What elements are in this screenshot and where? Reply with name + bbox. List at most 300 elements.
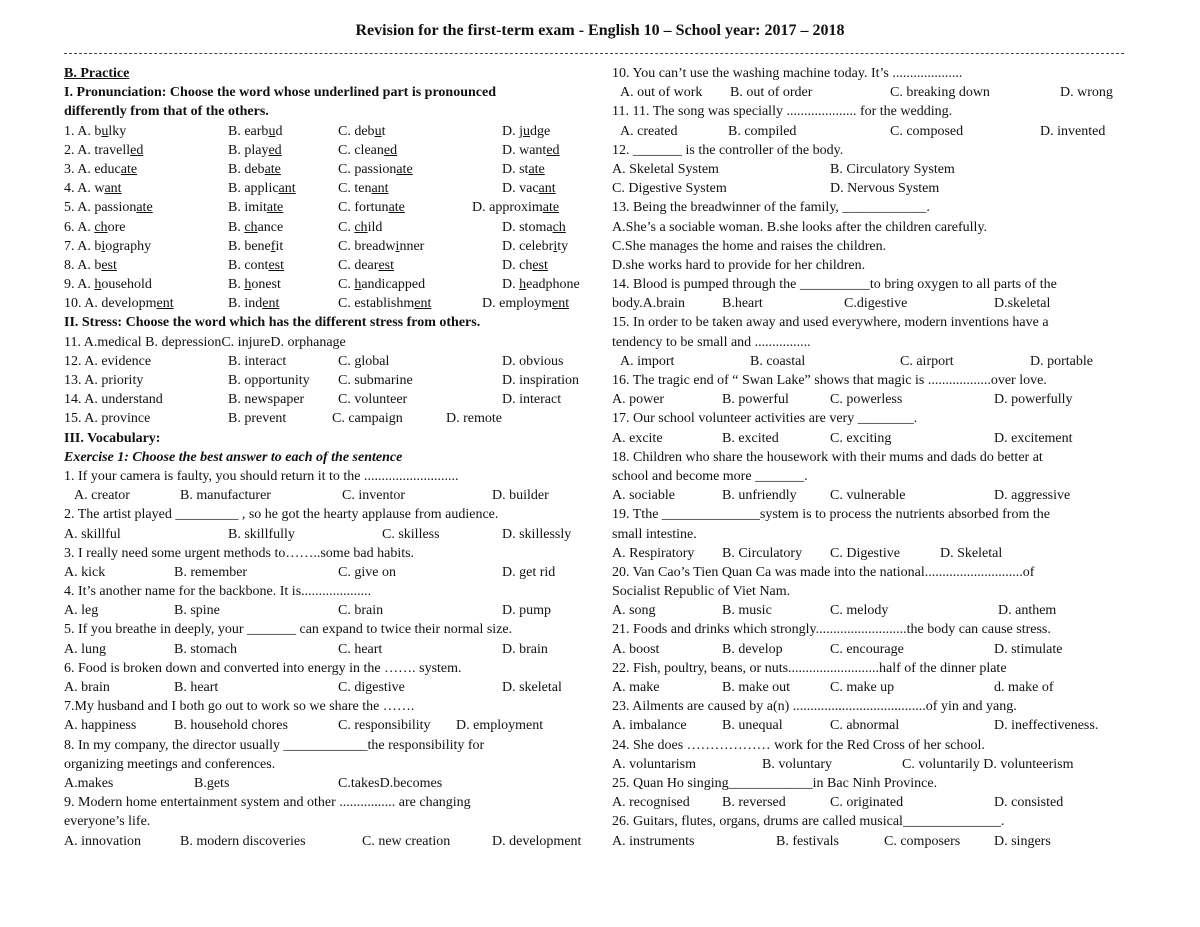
text-line — [612, 141, 1132, 160]
text-line — [612, 601, 1132, 620]
line-segment: D. brain — [502, 641, 548, 657]
text-line — [612, 294, 1132, 313]
underlined-part: h — [244, 277, 252, 293]
line-segment: D. inspiration — [502, 373, 579, 388]
line-segment: D. judge — [502, 123, 551, 139]
line-segment: C. Digestive — [830, 545, 900, 561]
text-line — [64, 83, 600, 102]
line-segment: 11. 11. The song was specially .................... for the wedding. — [612, 104, 953, 120]
underlined-part: ate — [136, 200, 153, 216]
page-title: Revision for the first-term exam - English 10 – School year: 2017 – 2018 — [355, 22, 845, 39]
text-line — [612, 774, 1132, 793]
line-segment: 25. Quan Ho singing____________in Bac Ninh Province. — [612, 775, 938, 791]
underlined-part: ate — [388, 200, 405, 216]
text-line — [612, 333, 1132, 352]
line-segment: 10. A. development — [64, 296, 174, 312]
line-segment: A. recognised — [612, 795, 690, 811]
underlined-part: ate — [396, 161, 413, 177]
line-segment: D. pump — [502, 603, 551, 619]
line-segment: tendency to be small and ................ — [612, 334, 811, 350]
text-line — [64, 793, 600, 812]
line-segment: B. household chores — [174, 718, 288, 734]
line-segment: C. abnormal — [830, 718, 900, 734]
line-segment: B. coastal — [750, 353, 806, 369]
line-segment: B. festivals — [776, 833, 839, 849]
line-segment: C. tenant — [338, 181, 389, 197]
line-segment: C. new creation — [362, 833, 451, 849]
line-segment: A.makes — [64, 775, 114, 791]
line-segment: B. indent — [228, 296, 280, 312]
line-segment: school and become more _______. — [612, 468, 808, 484]
underlined-part: est — [268, 257, 285, 273]
text-line — [612, 659, 1132, 678]
line-segment: A. skillful — [64, 526, 121, 542]
line-segment: 1. A. bulky — [64, 123, 127, 139]
line-segment: 10. You can’t use the washing machine today. It’s .................... — [612, 66, 963, 81]
line-segment: C. responsibility — [338, 718, 431, 734]
text-line — [612, 275, 1132, 294]
line-segment: D. chest — [502, 257, 548, 273]
line-segment: A. Skeletal System — [612, 161, 719, 177]
line-segment: C. volunteer — [338, 392, 408, 408]
underlined-part: i — [101, 238, 106, 254]
line-segment: B. remember — [174, 564, 248, 580]
underlined-part: f — [270, 238, 276, 254]
underlined-part: ant — [104, 181, 122, 197]
line-segment: D. consisted — [994, 795, 1064, 811]
line-segment: A. kick — [64, 564, 106, 580]
line-segment: C. campaign — [332, 411, 403, 427]
text-line — [64, 313, 600, 332]
line-segment: D. singers — [994, 833, 1051, 849]
line-segment: D.she works hard to provide for her children. — [612, 257, 866, 273]
text-line — [612, 198, 1132, 217]
underlined-part: ed — [130, 142, 144, 158]
line-segment: C. inventor — [342, 488, 405, 504]
underlined-part: ch — [94, 219, 108, 235]
underlined-part: u — [268, 123, 276, 139]
line-segment: D. Nervous System — [830, 181, 940, 197]
line-segment: A. happiness — [64, 718, 137, 734]
line-segment: C. dearest — [338, 257, 394, 273]
text-line — [612, 429, 1132, 448]
underlined-part: ch — [354, 219, 368, 235]
line-segment: B. applicant — [228, 181, 296, 197]
underlined-part: h — [94, 277, 102, 293]
text-line — [612, 525, 1132, 544]
line-segment: 14. A. understand — [64, 392, 163, 408]
line-segment: D. headphone — [502, 277, 580, 293]
text-line — [612, 832, 1132, 851]
line-segment: D. get rid — [502, 564, 556, 580]
text-line — [64, 716, 600, 735]
line-segment: D. stimulate — [994, 641, 1063, 657]
line-segment: A. Respiratory — [612, 545, 695, 561]
line-segment: B. Practice — [64, 66, 130, 81]
line-segment: 18. Children who share the housework with their mums and dads do better at — [612, 449, 1043, 465]
line-segment: 2. A. travelled — [64, 142, 144, 158]
line-segment: C. debut — [338, 123, 386, 139]
line-segment: 8. A. best — [64, 257, 117, 273]
line-segment: D. development — [492, 833, 582, 849]
text-line — [64, 812, 600, 831]
underlined-part: u — [101, 123, 109, 139]
line-segment: C. brain — [338, 603, 384, 619]
line-segment: D. employment — [456, 718, 544, 734]
line-segment: B. stomach — [174, 641, 237, 657]
text-line — [64, 697, 600, 716]
text-line — [612, 179, 1132, 198]
line-segment: 20. Van Cao’s Tien Quan Ca was made into the national............................of — [612, 564, 1035, 580]
underlined-part: ate — [542, 200, 560, 216]
text-line — [64, 601, 600, 620]
line-segment: D. approximate — [472, 200, 560, 216]
left-column — [64, 64, 600, 851]
text-line — [64, 141, 600, 160]
text-line — [64, 333, 600, 352]
text-line — [64, 832, 600, 851]
text-line — [64, 640, 600, 659]
line-segment: 13. A. priority — [64, 373, 144, 388]
line-segment: C. voluntarily D. volunteerism — [902, 756, 1074, 772]
text-line — [64, 467, 600, 486]
line-segment: D. invented — [1040, 123, 1106, 139]
line-segment: 3. A. educate — [64, 161, 138, 177]
line-segment: 4. A. want — [64, 181, 122, 197]
underlined-part: h — [354, 277, 362, 293]
text-line — [64, 544, 600, 563]
line-segment: C. composers — [884, 833, 961, 849]
underlined-part: ent — [552, 296, 570, 312]
line-segment: C. digestive — [338, 680, 405, 695]
text-line — [64, 659, 600, 678]
line-segment: 15. In order to be taken away and used everywhere, modern inventions have a — [612, 315, 1049, 331]
text-line — [612, 160, 1132, 179]
line-segment: A.She’s a sociable woman. B.she looks after the children carefully. — [612, 219, 988, 235]
text-line — [64, 179, 600, 198]
line-segment: B. compiled — [728, 123, 797, 139]
line-segment: C.takesD.becomes — [338, 775, 443, 791]
text-line — [64, 294, 600, 313]
text-line — [64, 755, 600, 774]
line-segment: 8. In my company, the director usually ____________the responsibility for — [64, 737, 485, 753]
line-segment: D. remote — [446, 411, 502, 427]
line-segment: B. develop — [722, 641, 783, 657]
line-segment: B. contest — [228, 257, 285, 273]
line-segment: C. global — [338, 353, 390, 369]
line-segment: D. powerfully — [994, 392, 1073, 408]
text-line — [612, 371, 1132, 390]
text-line — [612, 755, 1132, 774]
text-line — [612, 544, 1132, 563]
text-line — [64, 237, 600, 256]
line-segment: 15. A. province — [64, 411, 151, 427]
line-segment: 14. Blood is pumped through the __________to bring oxygen to all parts of the — [612, 277, 1057, 293]
text-line — [612, 448, 1132, 467]
text-line — [64, 64, 600, 83]
text-line — [612, 582, 1132, 601]
line-segment: D. excitement — [994, 430, 1073, 446]
line-segment: 22. Fish, poultry, beans, or nuts..........................half of the dinner plate — [612, 660, 1007, 676]
line-segment: A. created — [620, 123, 678, 139]
line-segment: A. imbalance — [612, 718, 687, 734]
text-line — [612, 505, 1132, 524]
text-line — [64, 160, 600, 179]
line-segment: B. debate — [228, 161, 281, 177]
line-segment: D. skillessly — [502, 526, 572, 542]
line-segment: A. excite — [612, 430, 663, 446]
line-segment: B. earbud — [228, 123, 283, 139]
text-line — [64, 275, 600, 294]
text-line — [64, 198, 600, 217]
line-segment: D. obvious — [502, 353, 564, 369]
line-segment: D. employment — [482, 296, 570, 312]
text-line — [612, 313, 1132, 332]
line-segment: 17. Our school volunteer activities are very ________. — [612, 411, 918, 427]
text-line — [64, 736, 600, 755]
text-line — [612, 678, 1132, 697]
line-segment: C. make up — [830, 680, 895, 695]
line-segment: D. ineffectiveness. — [994, 718, 1099, 734]
underlined-part: ed — [268, 142, 282, 158]
text-line — [612, 237, 1132, 256]
line-segment: 2. The artist played _________ , so he got the hearty applause from audience. — [64, 507, 499, 523]
line-segment: 12. _______ is the controller of the body. — [612, 142, 844, 158]
line-segment: d. make of — [994, 680, 1054, 695]
text-line — [64, 429, 600, 448]
text-line — [612, 352, 1132, 371]
text-line — [612, 83, 1132, 102]
line-segment: C. vulnerable — [830, 488, 906, 504]
line-segment: B. music — [722, 603, 772, 619]
line-segment: 12. A. evidence — [64, 353, 152, 369]
line-segment: B. Circulatory — [722, 545, 803, 561]
line-segment: C. encourage — [830, 641, 904, 657]
text-line — [64, 371, 600, 390]
line-segment: C. give on — [338, 564, 396, 580]
underlined-part: u — [374, 123, 382, 139]
line-segment: A. creator — [74, 488, 130, 504]
line-segment: C. Digestive System — [612, 181, 727, 197]
line-segment: D. wrong — [1060, 85, 1113, 101]
line-segment: 4. It’s another name for the backbone. It is.................... — [64, 584, 372, 600]
underlined-part: ent — [414, 296, 432, 312]
line-segment: 24. She does ……………… work for the Red Cross of her school. — [612, 737, 985, 753]
line-segment: 13. Being the breadwinner of the family, ____________. — [612, 200, 930, 216]
text-line — [612, 640, 1132, 659]
line-segment: B.heart — [722, 296, 763, 312]
line-segment: C. child — [338, 219, 383, 235]
underlined-part: ent — [156, 296, 174, 312]
underlined-part: u — [523, 123, 530, 139]
line-segment: B. unfriendly — [722, 488, 797, 504]
line-segment: 5. If you breathe in deeply, your _______ can expand to twice their normal size. — [64, 622, 513, 638]
text-line — [64, 409, 600, 428]
line-segment: D. stomach — [502, 219, 566, 235]
line-segment: II. Stress: Choose the word which has the different stress from others. — [64, 315, 481, 331]
line-segment: B. powerful — [722, 392, 789, 408]
line-segment: B. chance — [228, 219, 284, 235]
line-segment: C.digestive — [844, 296, 908, 312]
text-line — [64, 525, 600, 544]
text-line — [64, 256, 600, 275]
text-line — [64, 218, 600, 237]
text-line — [612, 620, 1132, 639]
line-segment: B. manufacturer — [180, 488, 271, 504]
underlined-part: est — [101, 257, 117, 273]
line-segment: D. vacant — [502, 181, 556, 197]
underlined-part: ate — [528, 161, 545, 177]
line-segment: C. fortunate — [338, 200, 405, 216]
line-segment: small intestine. — [612, 526, 697, 542]
underlined-part: i — [395, 238, 400, 254]
line-segment: C.She manages the home and raises the children. — [612, 238, 887, 254]
line-segment: A. import — [620, 353, 675, 369]
text-line — [64, 486, 600, 505]
text-line — [612, 409, 1132, 428]
line-segment: differently from that of the others. — [64, 104, 269, 120]
line-segment: B. imitate — [228, 200, 284, 216]
line-segment: D. portable — [1030, 353, 1093, 369]
text-line — [64, 448, 600, 467]
line-segment: everyone’s life. — [64, 814, 151, 830]
line-segment: D. Skeletal — [940, 545, 1003, 561]
line-segment: 19. Tthe ______________system is to process the nutrients absorbed from the — [612, 507, 1050, 523]
line-segment: B.gets — [194, 775, 230, 791]
line-segment: B. out of order — [730, 85, 813, 101]
line-segment: D. skeletal — [502, 680, 562, 695]
line-segment: 5. A. passionate — [64, 200, 153, 216]
underlined-part: ate — [264, 161, 281, 177]
line-segment: 9. A. household — [64, 277, 152, 293]
line-segment: B. honest — [228, 277, 281, 293]
line-segment: C. skilless — [382, 526, 440, 542]
line-segment: B. benefit — [228, 238, 284, 254]
text-line — [612, 122, 1132, 141]
line-segment: C. breadwinner — [338, 238, 425, 254]
line-segment: 3. I really need some urgent methods to……..some bad habits. — [64, 545, 415, 561]
line-segment: A. power — [612, 392, 665, 408]
line-segment: B. Circulatory System — [830, 161, 955, 177]
line-segment: B. voluntary — [762, 756, 832, 772]
line-segment: B. prevent — [228, 411, 287, 427]
right-column — [612, 64, 1132, 851]
line-segment: D.skeletal — [994, 296, 1051, 312]
line-segment: 11. A.medical B. depressionC. injureD. orphanage — [64, 334, 346, 350]
text-line — [612, 467, 1132, 486]
line-segment: III. Vocabulary: — [64, 430, 161, 446]
text-line — [612, 64, 1132, 83]
text-line — [612, 812, 1132, 831]
line-segment: D. builder — [492, 488, 549, 504]
underlined-part: ent — [262, 296, 280, 312]
text-line — [64, 102, 600, 121]
line-segment: D. interact — [502, 392, 562, 408]
line-segment: B. played — [228, 142, 282, 158]
line-segment: D. state — [502, 161, 545, 177]
text-line — [64, 678, 600, 697]
text-line — [64, 563, 600, 582]
line-segment: A. instruments — [612, 833, 695, 849]
text-line — [64, 352, 600, 371]
line-segment: C. heart — [338, 641, 383, 657]
text-line — [612, 486, 1132, 505]
line-segment: C. handicapped — [338, 277, 426, 293]
line-segment: C. composed — [890, 123, 964, 139]
text-line — [64, 390, 600, 409]
text-line — [612, 793, 1132, 812]
line-segment: A. sociable — [612, 488, 675, 504]
line-segment: B. modern discoveries — [180, 833, 306, 849]
line-segment: B. newspaper — [228, 392, 305, 408]
text-line — [64, 620, 600, 639]
text-line — [64, 582, 600, 601]
underlined-part: ant — [278, 181, 296, 197]
underlined-part: ch — [552, 219, 566, 235]
line-segment: B. opportunity — [228, 373, 310, 388]
line-segment: 7.My husband and I both go out to work so we share the ……. — [64, 699, 415, 715]
line-segment: B. excited — [722, 430, 779, 446]
underlined-part: est — [378, 257, 394, 273]
line-segment: A. out of work — [620, 85, 703, 101]
underlined-part: ed — [383, 142, 398, 158]
line-segment: 21. Foods and drinks which strongly..........................the body can cause stress. — [612, 622, 1051, 638]
line-segment: D. aggressive — [994, 488, 1071, 504]
line-segment: 23. Ailments are caused by a(n) ......................................of yin and yang. — [612, 699, 1017, 715]
line-segment: C. melody — [830, 603, 889, 619]
line-segment: B. spine — [174, 603, 220, 619]
line-segment: 9. Modern home entertainment system and other ................ are changing — [64, 795, 471, 811]
line-segment: B. heart — [174, 680, 219, 695]
line-segment: 26. Guitars, flutes, organs, drums are called musical______________. — [612, 814, 1005, 830]
underlined-part: i — [553, 238, 558, 254]
line-segment: B. interact — [228, 353, 287, 369]
line-segment: C. establishment — [338, 296, 432, 312]
line-segment: A. brain — [64, 680, 110, 695]
line-segment: B. unequal — [722, 718, 783, 734]
line-segment: D. wanted — [502, 142, 560, 158]
text-line — [612, 563, 1132, 582]
underlined-part: ant — [371, 181, 389, 197]
text-line — [612, 390, 1132, 409]
line-segment: A. song — [612, 603, 656, 619]
underlined-part: ch — [244, 219, 258, 235]
underlined-part: ed — [546, 142, 560, 158]
text-line — [64, 774, 600, 793]
line-segment: C. originated — [830, 795, 904, 811]
line-segment: I. Pronunciation: Choose the word whose underlined part is pronounced — [64, 85, 496, 101]
text-line — [612, 716, 1132, 735]
line-segment: D. anthem — [998, 603, 1057, 619]
underlined-part: ate — [120, 161, 138, 177]
line-segment: Socialist Republic of Viet Nam. — [612, 584, 791, 600]
line-segment: B. make out — [722, 680, 791, 695]
text-line — [612, 102, 1132, 121]
header-divider — [64, 53, 1124, 54]
text-line — [64, 505, 600, 524]
line-segment: A. make — [612, 680, 660, 695]
line-segment: 6. A. chore — [64, 219, 126, 235]
underlined-part: est — [532, 257, 548, 273]
text-line — [612, 736, 1132, 755]
line-segment: body.A.brain — [612, 296, 685, 312]
line-segment: A. lung — [64, 641, 106, 657]
line-segment: C. cleaned — [338, 142, 398, 158]
text-line — [612, 218, 1132, 237]
line-segment: B. skillfully — [228, 526, 295, 542]
text-line — [612, 697, 1132, 716]
line-segment: 1. If your camera is faulty, you should return it to the ........................... — [64, 468, 459, 484]
